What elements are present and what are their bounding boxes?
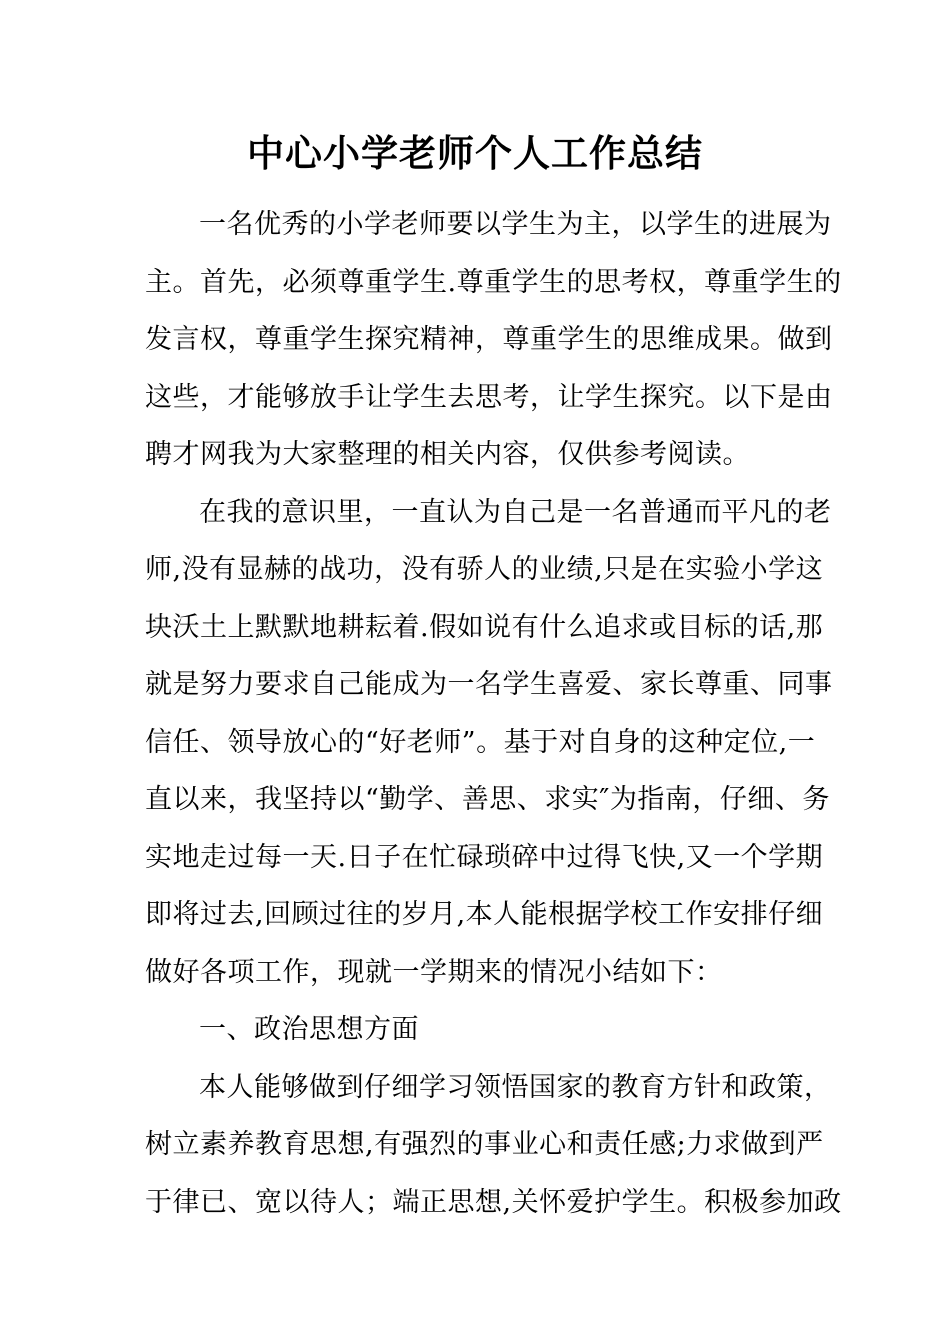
paragraph-1-line-1: 一名优秀的小学老师要以学生为主，以学生的进展为 bbox=[199, 209, 832, 240]
paragraph-2-line-5: 信任、领导放心的“好老师”。基于对自身的这种定位,一 bbox=[145, 726, 816, 758]
paragraph-3-line-1: 本人能够做到仔细学习领悟国家的教育方针和政策， bbox=[199, 1071, 832, 1103]
paragraph-3-line-3: 于律已、宽以待人；端正思想,关怀爱护学生。积极参加政 bbox=[145, 1186, 842, 1218]
paragraph-2-line-6: 直以来，我坚持以“勤学、善思、求实″为指南，仔细、务 bbox=[145, 784, 830, 815]
paragraph-2-line-1: 在我的意识里，一直认为自己是一名普通而平凡的老 bbox=[199, 496, 832, 528]
paragraph-2-line-2: 师,没有显赫的战功，没有骄人的业绩,只是在实验小学这 bbox=[145, 554, 824, 585]
paragraph-1-line-5: 聘才网我为大家整理的相关内容，仅供参考阅读。 bbox=[145, 439, 750, 470]
paragraph-2-line-9: 做好各项工作，现就一学期来的情况小结如下： bbox=[145, 956, 723, 988]
paragraph-2-line-4: 就是努力要求自己能成为一名学生喜爱、家长尊重、同事 bbox=[145, 669, 833, 700]
document-body bbox=[145, 196, 842, 1231]
paragraph-3-line-2: 树立素养教育思想,有强烈的事业心和责任感;力求做到严 bbox=[145, 1129, 824, 1160]
paragraph-1-line-4: 这些，才能够放手让学生去思考，让学生探究。以下是由 bbox=[145, 381, 833, 413]
paragraph-2-line-7: 实地走过每一天.日子在忙碌琐碎中过得飞快,又一个学期 bbox=[145, 841, 824, 873]
paragraph-1-line-3: 发言权，尊重学生探究精神，尊重学生的思维成果。做到 bbox=[145, 324, 833, 355]
document-title: 中心小学老师个人工作总结 bbox=[247, 131, 703, 175]
paragraph-2-line-3: 块沃土上默默地耕耘着.假如说有什么追求或目标的话,那 bbox=[145, 611, 824, 643]
paragraph-2-line-8: 即将过去,回顾过往的岁月,本人能根据学校工作安排仔细 bbox=[145, 899, 824, 930]
paragraph-1-line-2: 主。首先，必须尊重学生.尊重学生的思考权，尊重学生的 bbox=[145, 266, 842, 298]
section-heading-politics: 一、政治思想方面 bbox=[199, 1014, 419, 1045]
